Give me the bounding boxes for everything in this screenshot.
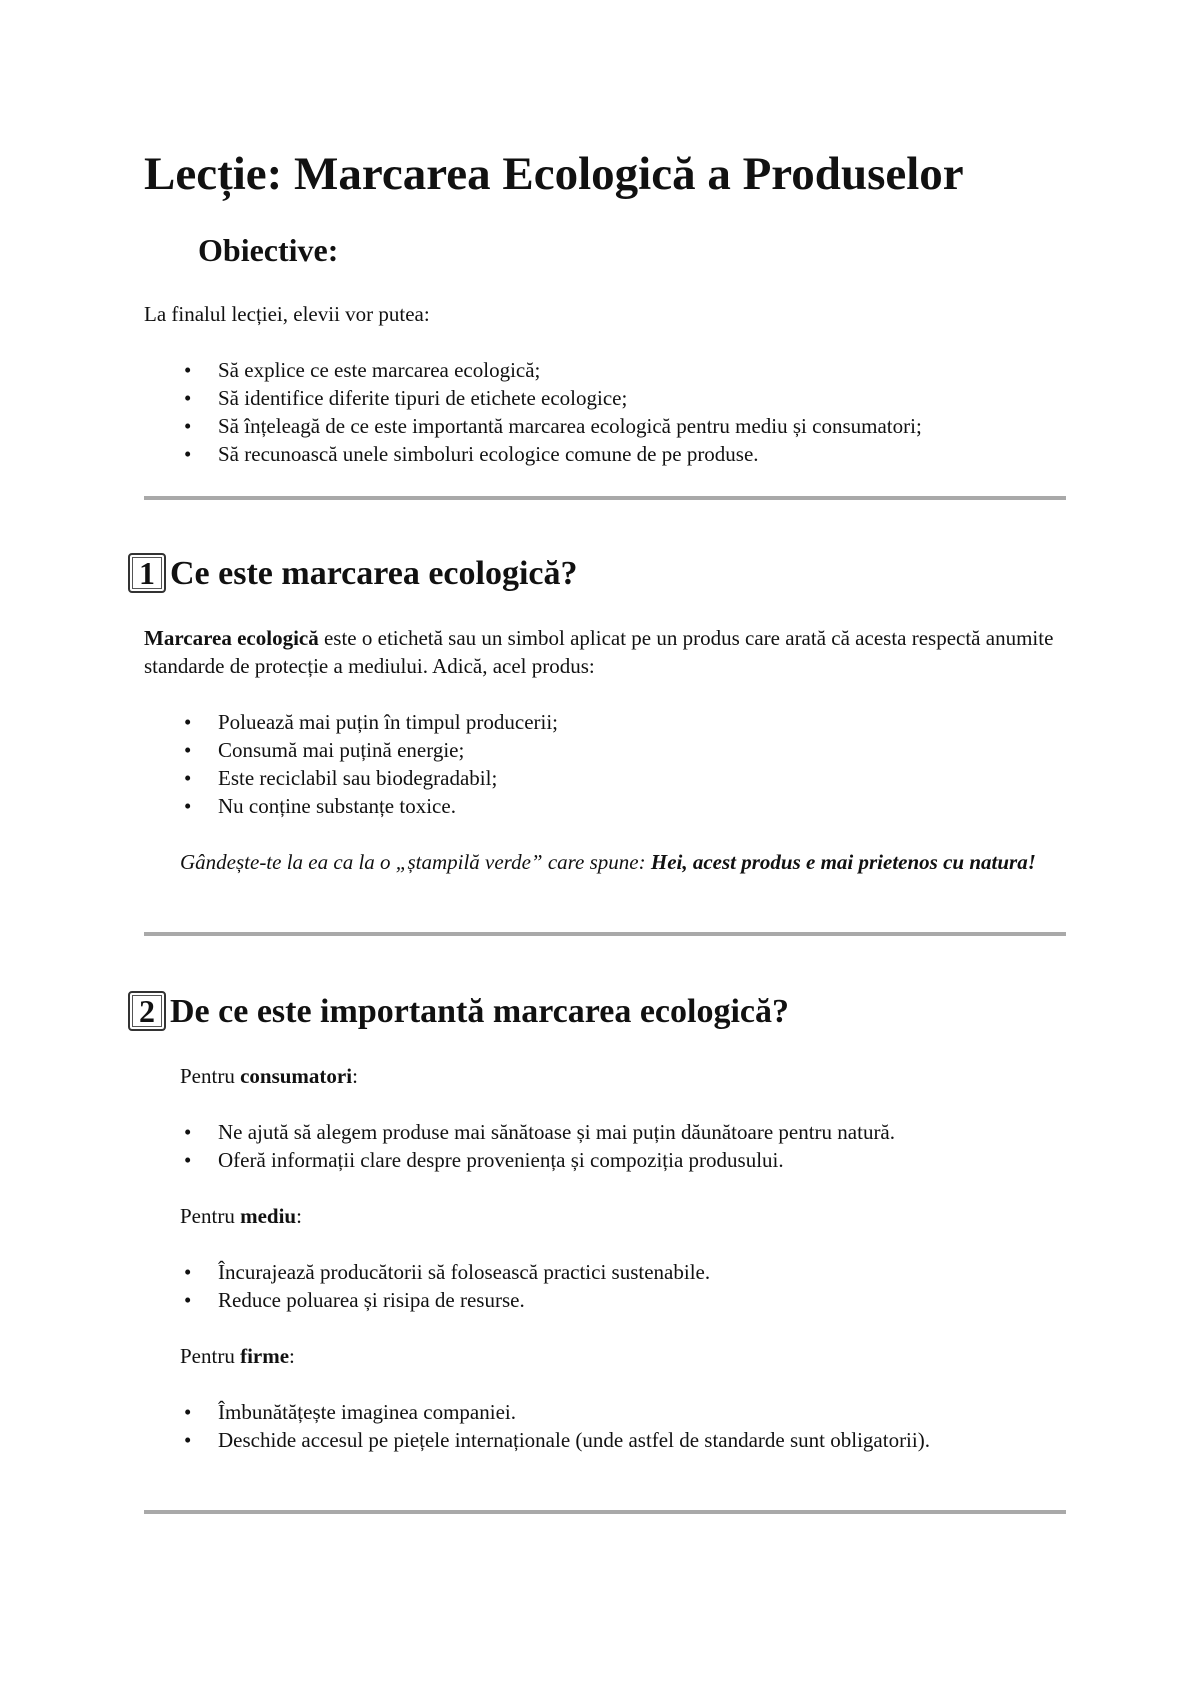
- group-label-bold: consumatori: [240, 1064, 353, 1088]
- list-item: • Este reciclabil sau biodegradabil;: [144, 764, 558, 792]
- group-label-suffix: :: [289, 1344, 295, 1368]
- group-label-prefix: Pentru: [180, 1344, 241, 1368]
- list-item: • Consumă mai puțină energie;: [144, 736, 558, 764]
- group-environment-list: [144, 1258, 710, 1314]
- objectives-heading: Obiective:: [198, 232, 339, 268]
- list-item: • Deschide accesul pe piețele internaționale (unde astfel de standarde sunt obligatorii).: [144, 1426, 930, 1454]
- list-item: • Încurajează producătorii să folosească practici sustenabile.: [144, 1258, 710, 1286]
- section2-number-badge: 2: [128, 991, 166, 1031]
- section1-list: [144, 708, 558, 820]
- list-item: • Poluează mai puțin în timpul producerii;: [144, 708, 558, 736]
- section1-quote-b: Hei, acest produs e mai prietenos cu natura!: [650, 850, 1036, 874]
- section2-heading-text: De ce este importantă marcarea ecologică?: [170, 993, 790, 1030]
- divider: [144, 932, 1066, 936]
- divider: [144, 496, 1066, 500]
- group-consumers-label: [180, 1062, 358, 1090]
- objectives-intro: La finalul lecției, elevii vor putea:: [144, 302, 430, 326]
- section1-quote-a: Gândește-te la ea ca la o „ștampilă verde” care spune:: [180, 850, 651, 874]
- group-firms-label: [180, 1342, 295, 1370]
- section1-definition-term: Marcarea ecologică: [144, 626, 319, 650]
- objectives-list: [144, 356, 922, 468]
- section1-definition: [144, 624, 1074, 680]
- group-label-prefix: Pentru: [180, 1064, 241, 1088]
- list-item: • Reduce poluarea și risipa de resurse.: [144, 1286, 710, 1314]
- section2-heading: [128, 990, 789, 1034]
- group-environment-label: [180, 1202, 302, 1230]
- list-item: • Ne ajută să alegem produse mai sănătoase și mai puțin dăunătoare pentru natură.: [144, 1118, 895, 1146]
- section1-heading: [128, 552, 578, 596]
- list-item: • Să recunoască unele simboluri ecologice comune de pe produse.: [144, 440, 922, 468]
- group-consumers-list: [144, 1118, 895, 1174]
- group-label-suffix: :: [352, 1064, 358, 1088]
- list-item: • Îmbunătățește imaginea companiei.: [144, 1398, 930, 1426]
- group-label-bold: firme: [240, 1344, 290, 1368]
- section1-definition-text: este o etichetă sau un simbol aplicat pe un produs care arată că acesta respectă anumite standarde de protecție a mediului. Adică, acel produs:: [144, 626, 1054, 678]
- section1-heading-text: Ce este marcarea ecologică?: [170, 555, 578, 592]
- list-item: • Să identifice diferite tipuri de etichete ecologice;: [144, 384, 922, 412]
- list-item: • Nu conține substanțe toxice.: [144, 792, 558, 820]
- group-label-prefix: Pentru: [180, 1204, 241, 1228]
- divider: [144, 1510, 1066, 1514]
- group-firms-list: [144, 1398, 930, 1454]
- list-item: • Să explice ce este marcarea ecologică;: [144, 356, 922, 384]
- section1-quote: [144, 848, 1074, 876]
- list-item: • Oferă informații clare despre proveniența și compoziția produsului.: [144, 1146, 895, 1174]
- group-label-suffix: :: [296, 1204, 302, 1228]
- list-item: • Să înțeleagă de ce este importantă marcarea ecologică pentru mediu și consumatori;: [144, 412, 922, 440]
- group-label-bold: mediu: [240, 1204, 297, 1228]
- section1-number-badge: 1: [128, 553, 166, 593]
- page-title: Lecție: Marcarea Ecologică a Produselor: [144, 148, 964, 200]
